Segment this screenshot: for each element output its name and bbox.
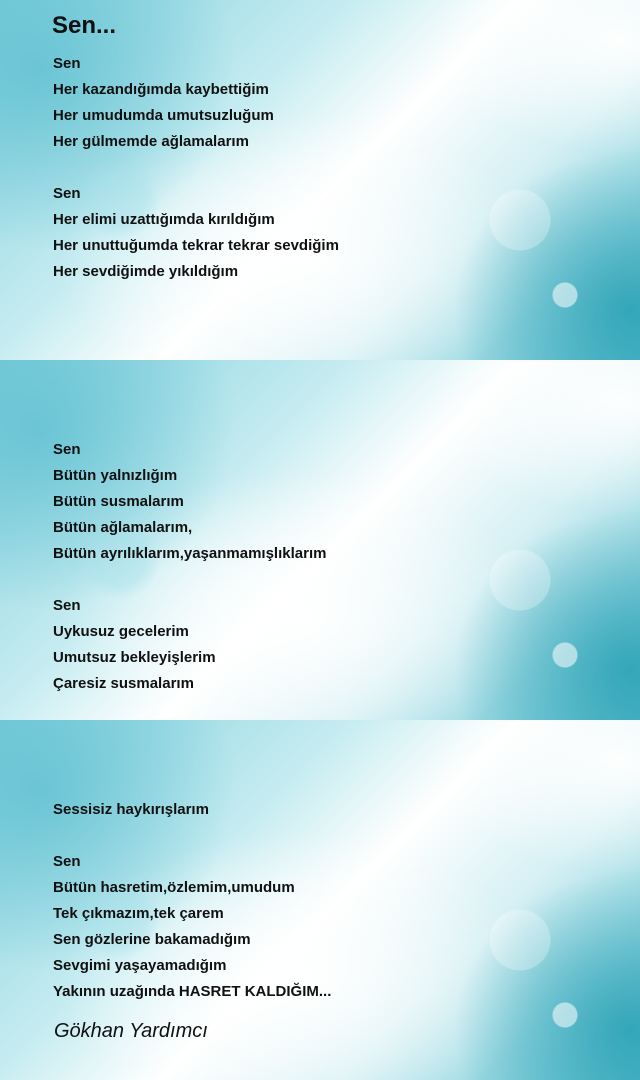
poem-line: Her gülmemde ağlamalarım	[53, 133, 249, 150]
poem-panel-3	[0, 720, 640, 1080]
poem-line-blank	[53, 823, 331, 849]
poem-line: Bütün yalnızlığım	[53, 467, 178, 484]
poem-lines-1	[53, 51, 339, 285]
poem-line: Sevgimi yaşayamadığım	[53, 957, 227, 974]
poem-line: Uykusuz gecelerim	[53, 623, 189, 640]
poem-line-blank	[53, 155, 339, 181]
poem-author: Gökhan Yardımcı	[54, 1020, 208, 1042]
poem-line: Bütün hasretim,özlemim,umudum	[53, 879, 295, 896]
poem-line: Sen gözlerine bakamadığım	[53, 931, 251, 948]
poem-line: Her sevdiğimde yıkıldığım	[53, 263, 239, 280]
poem-line: Her umudumda umutsuzluğum	[53, 107, 274, 124]
poem-line: Her kazandığımda kaybettiğim	[53, 81, 269, 98]
poem-line: Tek çıkmazım,tek çarem	[53, 905, 224, 922]
poem-lines-3	[53, 771, 331, 1005]
poem-line: Sen	[53, 853, 81, 870]
poem-line: Sen	[53, 597, 81, 614]
poem-line: Sen	[53, 55, 81, 72]
poem-line-blank	[53, 771, 331, 797]
poem-line: Bütün ayrılıklarım,yaşanmamışlıklarım	[53, 545, 327, 562]
poem-title: Sen...	[52, 12, 117, 39]
poem-line: Çaresiz susmalarım	[53, 675, 194, 692]
poem-line: Umutsuz bekleyişlerim	[53, 649, 216, 666]
poem-lines-2	[53, 411, 326, 697]
poem-panel-2	[0, 360, 640, 720]
poem-line: Her elimi uzattığımda kırıldığım	[53, 211, 275, 228]
poem-line: Yakının uzağında HASRET KALDIĞIM...	[53, 983, 332, 1000]
poem-line: Bütün susmalarım	[53, 493, 184, 510]
poem-panel-1	[0, 0, 640, 360]
poem-line: Sen	[53, 441, 81, 458]
poem-line: Bütün ağlamalarım,	[53, 519, 193, 536]
poem-line-blank	[53, 411, 326, 437]
poem-line: Her unuttuğumda tekrar tekrar sevdiğim	[53, 237, 339, 254]
poem-line: Sessisiz haykırışlarım	[53, 801, 209, 818]
poem-line: Sen	[53, 185, 81, 202]
poem-line-blank	[53, 567, 326, 593]
